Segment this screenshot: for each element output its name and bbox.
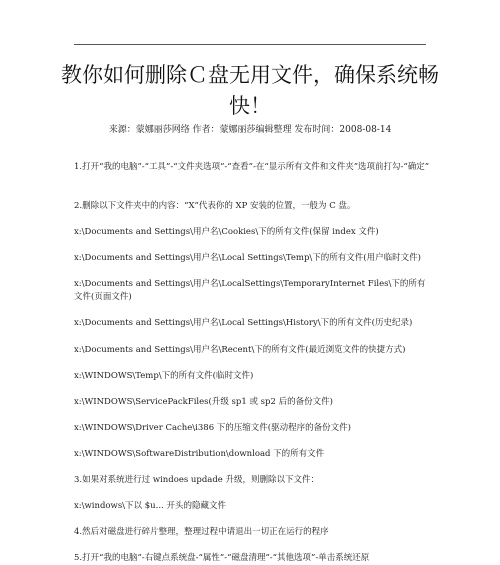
- paragraph-2: 2.删除以下文件夹中的内容：“X”代表你的 XP 安装的位置，一般为 C 盘。: [74, 201, 356, 211]
- paragraph-3: x:\Documents and Settings\用户名\Cookies\下的所有文件(保留 index 文件): [74, 227, 379, 237]
- paragraph-5: x:\Documents and Settings\用户名\LocalSettings\TemporaryInternet Files\下的所有文件(页面文件): [74, 279, 426, 302]
- paragraph-11: x:\WINDOWS\SoftwareDistribution\download 下的所有文件: [74, 449, 325, 459]
- paragraph-4: x:\Documents and Settings\用户名\Local Settings\Temp\下的所有文件(用户临时文件): [74, 253, 421, 263]
- header-rule: [74, 44, 426, 45]
- paragraph-7: x:\Documents and Settings\用户名\Recent\下的所有文件(最近浏览文件的快捷方式): [74, 345, 406, 355]
- document-meta: 来源：蒙娜丽莎网络 作者：蒙娜丽莎编辑整理 发布时间：2008-08-14: [108, 125, 392, 135]
- paragraph-1: 1.打开“我的电脑”-“工具”-“文件夹选项”-“查看”-在“显示所有文件和文件夹”选项前打勾-“确定”: [74, 162, 430, 172]
- paragraph-6: x:\Documents and Settings\用户名\Local Settings\History\下的所有文件(历史纪录): [74, 318, 413, 328]
- paragraph-9: x:\WINDOWS\ServicePackFiles(升级 sp1 或 sp2 后的备份文件): [74, 397, 333, 407]
- document-title: 教你如何删除Ｃ盘无用文件，确保系统畅快！: [61, 63, 439, 118]
- paragraph-15: 5.打开“我的电脑”-右键点系统盘-“属性”-“磁盘清理”-“其他选项”-单击系统还原: [74, 553, 370, 563]
- paragraph-13: x:\windows\下以 $u... 开头的隐藏文件: [74, 501, 226, 511]
- paragraph-8: x:\WINDOWS\Temp\下的所有文件(临时文件): [74, 371, 254, 381]
- paragraph-14: 4.然后对磁盘进行碎片整理，整理过程中请退出一切正在运行的程序: [74, 527, 329, 537]
- paragraph-10: x:\WINDOWS\Driver Cache\i386 下的压缩文件(驱动程序的备份文件): [74, 423, 351, 433]
- paragraph-12: 3.如果对系统进行过 windoes updade 升级，则删除以下文件：: [74, 475, 320, 485]
